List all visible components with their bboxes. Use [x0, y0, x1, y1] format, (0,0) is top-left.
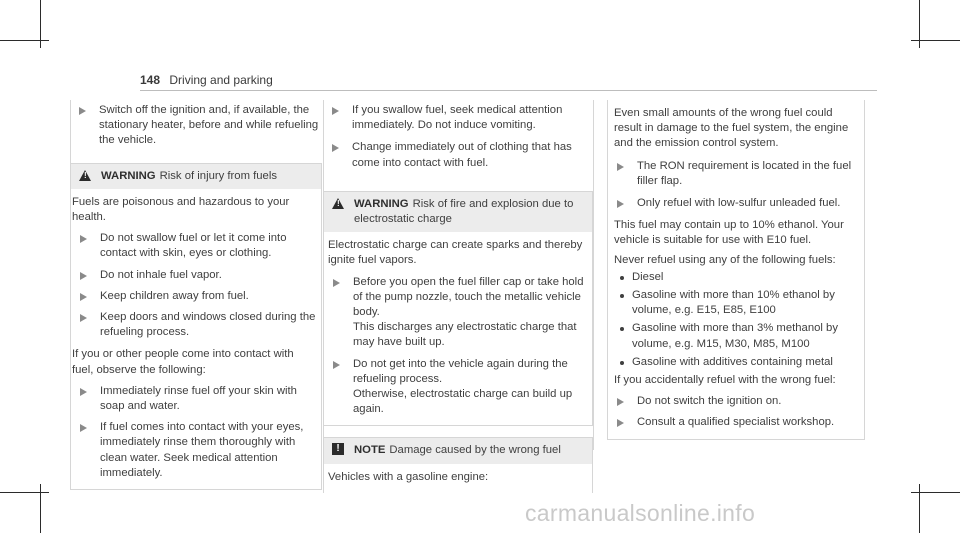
list-item: Gasoline with more than 3% methanol by volume, e.g. M15, M30, M85, M100: [616, 321, 864, 351]
column-1: [70, 103, 322, 490]
instruction-step: Only refuel with low-sulfur unleaded fuel.: [608, 196, 864, 211]
instruction-step: Before you open the fuel filler cap or take hold of the pump nozzle, touch the metallic vehicle body. This discharges any electrostatic charge that may have built up.: [328, 275, 584, 351]
crop-mark: [911, 40, 960, 41]
warning-box: [70, 163, 322, 490]
step-arrow-icon: [617, 200, 624, 208]
step-arrow-icon: [79, 107, 86, 115]
note-box: [323, 437, 593, 492]
crop-mark: [0, 492, 49, 493]
list-item: Gasoline with more than 10% ethanol by volume, e.g. E15, E85, E100: [616, 288, 864, 318]
notice-icon: !: [332, 443, 344, 455]
step-arrow-icon: [617, 163, 624, 171]
instruction-step: Change immediately out of clothing that has come into contact with fuel.: [323, 140, 593, 170]
instruction-step: Do not inhale fuel vapor.: [71, 268, 321, 283]
warning-body: Electrostatic charge can create sparks and thereby ignite fuel vapors. Before you open the fuel filler cap or take hold of the pump nozzle, touch the metallic vehicle body. This discharges any electrostatic charge that may have built up. Do not get into the vehicle again during the refueling process. Otherwise, electrostatic charge can build up again.: [324, 232, 592, 425]
step-arrow-icon: [333, 361, 340, 369]
bullet: [620, 327, 624, 331]
section-title: Driving and parking: [169, 73, 273, 87]
warning-header: ! WARNING Risk of injury from fuels: [71, 164, 321, 189]
bullet: [620, 276, 624, 280]
instruction-step: If you swallow fuel, seek medical attention immediately. Do not induce vomiting.: [323, 103, 593, 133]
step-arrow-icon: [617, 419, 624, 427]
instruction-step: If fuel comes into contact with your eyes, immediately rinse them thoroughly with clean water. Seek medical attention immediately.: [71, 420, 321, 481]
note-body: Vehicles with a gasoline engine:: [328, 470, 489, 483]
list-item: Diesel: [616, 270, 864, 285]
list-item: Gasoline with additives containing metal: [616, 355, 864, 370]
column-divider: [593, 100, 594, 450]
warning-triangle-icon: !: [79, 170, 91, 181]
header-rule: [140, 90, 877, 91]
page-number: 148: [140, 73, 161, 87]
warning-box: [323, 191, 593, 427]
step-arrow-icon: [80, 424, 87, 432]
step-arrow-icon: [80, 388, 87, 396]
step-arrow-icon: [332, 144, 339, 152]
warning-header: ! WARNING Risk of fire and explosion due to electrostatic charge: [324, 192, 592, 232]
step-arrow-icon: [332, 107, 339, 115]
instruction-step: Immediately rinse fuel off your skin with soap and water.: [71, 384, 321, 414]
warning-body: Fuels are poisonous and hazardous to your health. Do not swallow fuel or let it come into contact with skin, eyes or clothing. Do not inhale fuel vapor. Keep children away from fuel. Keep doors and windows closed during the refueling process. If you or other people come into contact with fuel, observe the following: Immediately rinse fuel off your skin with soap and water. If fuel comes into contact with your eyes, immediately rinse them thoroughly with clean water. Seek medical attention immediately.: [71, 189, 321, 489]
instruction-step: Consult a qualified specialist workshop.: [608, 415, 864, 430]
column-2: [323, 103, 593, 493]
step-arrow-icon: [80, 235, 87, 243]
crop-mark: [0, 40, 49, 41]
fuel-list: [608, 270, 864, 370]
instruction-step: Keep children away from fuel.: [71, 289, 321, 304]
step-arrow-icon: [333, 279, 340, 287]
crop-mark: [911, 492, 960, 493]
step-arrow-icon: [617, 398, 624, 406]
watermark: carmanualsonline.info: [525, 500, 756, 526]
instruction-step: The RON requirement is located in the fuel filler flap.: [608, 159, 864, 189]
note-header: ! NOTE Damage caused by the wrong fuel: [324, 438, 592, 463]
bullet: [620, 361, 624, 365]
instruction-step: Switch off the ignition and, if available, the stationary heater, before and while refueling the vehicle.: [70, 103, 322, 149]
instruction-step: Do not get into the vehicle again during the refueling process. Otherwise, electrostatic charge can build up again.: [328, 357, 584, 418]
step-arrow-icon: [80, 314, 87, 322]
instruction-step: Do not swallow fuel or let it come into contact with skin, eyes or clothing.: [71, 231, 321, 261]
page-header: [140, 73, 273, 87]
instruction-step: Keep doors and windows closed during the refueling process.: [71, 310, 321, 340]
step-arrow-icon: [80, 272, 87, 280]
step-arrow-icon: [80, 293, 87, 301]
instruction-step: Do not switch the ignition on.: [608, 394, 864, 409]
bullet: [620, 294, 624, 298]
column-3: Even small amounts of the wrong fuel could result in damage to the fuel system, the engine and the emission control system. The RON requirement is located in the fuel filler flap. Only refuel with low-sulfur unleaded fuel. This fuel may contain up to 10% ethanol. Your vehicle is suitable for use with E10 fuel. Never refuel using any of the following fuels: Diesel Gasoline with more than 10% ethanol by volume, e.g. E15, E85, E100 Gasoline with more than 3% methanol by volume, e.g. M15, M30, M85, M100 Gasoline with additives containing metal If you accidentally refuel with the wrong fuel: Do not switch the ignition on. Consult a qualified specialist workshop.: [607, 100, 865, 440]
warning-triangle-icon: !: [332, 198, 344, 209]
